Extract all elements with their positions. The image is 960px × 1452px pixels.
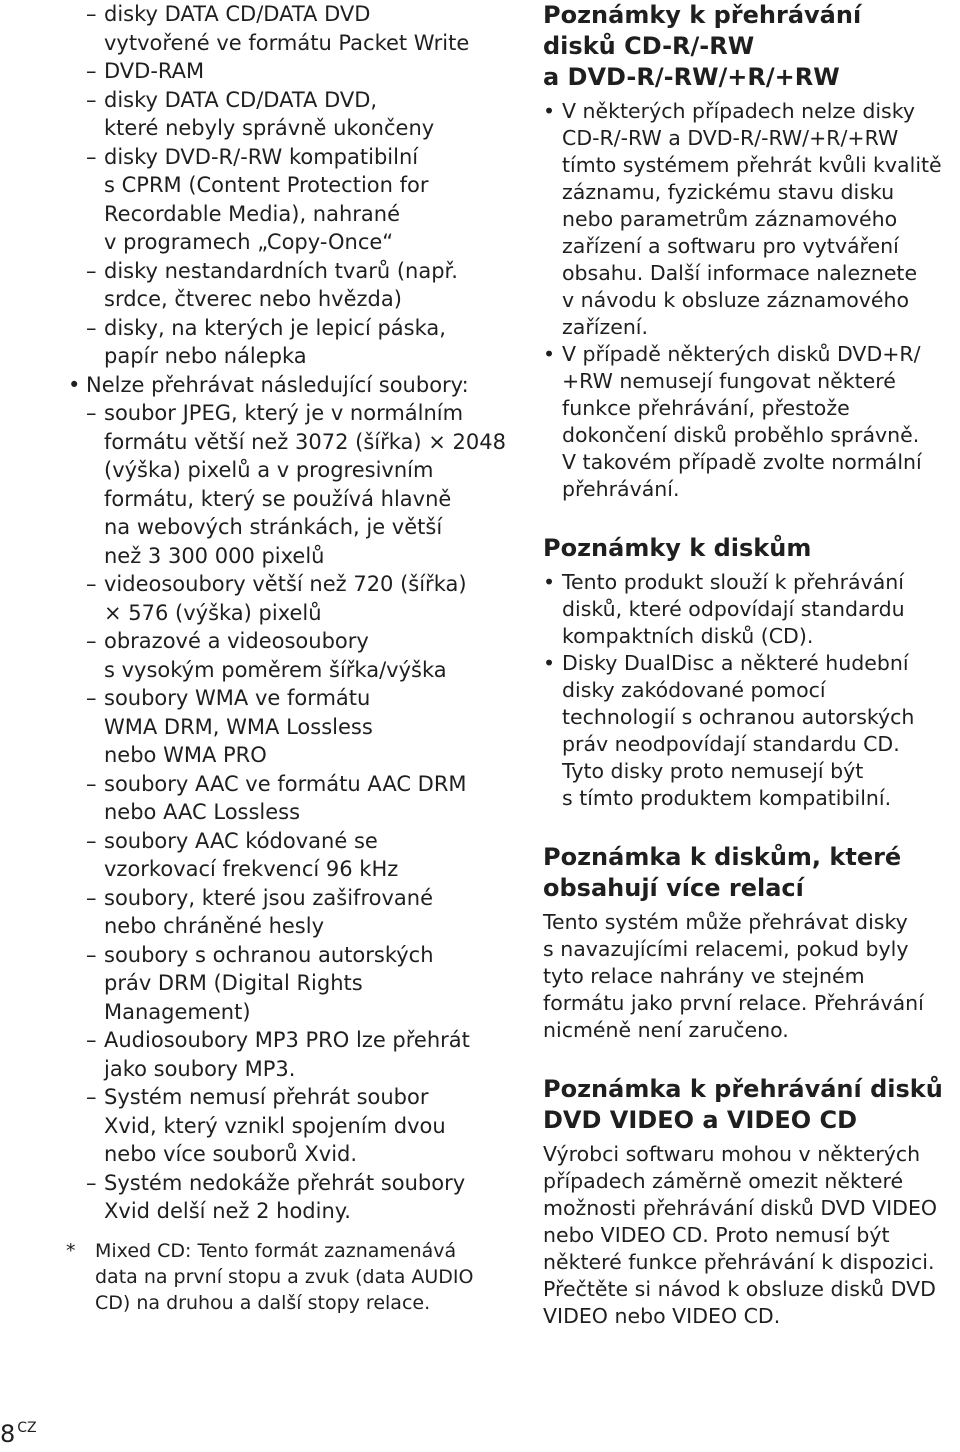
list-item-line: Systém nedokáže přehrát soubory (104, 1170, 466, 1195)
dash-list-item (86, 770, 506, 827)
paragraph-line: Tento systém může přehrávat disky (543, 910, 908, 934)
bullet-line: zařízení a softwaru pro vytváření (562, 234, 899, 258)
dash-list-item (86, 57, 506, 86)
list-item-line: Nelze přehrávat následující soubory: (86, 372, 469, 397)
list-item-line: obrazové a videosoubory (104, 629, 369, 653)
bullet-line: obsahu. Další informace naleznete (562, 261, 918, 285)
list-item-line: disky DATA CD/DATA DVD, (104, 87, 378, 112)
bullet-item (543, 650, 960, 812)
list-item-line: nebo chráněné hesly (104, 914, 325, 938)
page-number-suffix: CZ (17, 1420, 37, 1436)
dash-list-item (86, 570, 506, 627)
dash-marker: – (86, 942, 97, 967)
list-item-line: disky, na kterých je lepicí páska, (104, 315, 446, 340)
paragraph-line: Výrobci softwaru mohou v některých (543, 1142, 921, 1166)
bullet-line: +RW nemusejí fungovat některé (562, 369, 896, 393)
dash-marker: – (86, 686, 97, 710)
dash-list-item (86, 143, 506, 257)
footnote-line: CD) na druhou a další stopy relace. (95, 1292, 431, 1314)
heading-line: DVD VIDEO a VIDEO CD (543, 1106, 858, 1134)
dash-marker: – (86, 1085, 97, 1109)
bullet-line: technologií s ochranou autorských (562, 705, 915, 729)
list-item-line: disky nestandardních tvarů (např. (104, 258, 458, 283)
dash-list-item (86, 399, 506, 570)
bullet-line: Tyto disky proto nemusejí být (562, 759, 864, 783)
paragraph-line: VIDEO nebo VIDEO CD. (543, 1304, 781, 1328)
heading-line: Poznámky k diskům (543, 534, 812, 562)
footnote (66, 1238, 506, 1316)
list-item-line: formátu, který se používá hlavně (104, 486, 452, 511)
list-item-line: v programech „Copy-Once“ (104, 230, 394, 254)
bullet-marker: • (543, 651, 556, 675)
dash-marker: – (86, 315, 97, 340)
bullet-line: s tímto produktem kompatibilní. (562, 786, 892, 810)
section-heading (543, 533, 960, 564)
bullet-line: dokončení disků proběhlo správně. (562, 423, 920, 447)
left-list (68, 0, 506, 1226)
section-heading (543, 842, 960, 904)
bullet-line: práv neodpovídají standardu CD. (562, 732, 900, 756)
right-column (543, 0, 960, 1330)
dash-marker: – (86, 2, 97, 26)
section-paragraph (543, 1141, 960, 1330)
dash-list-item (86, 1026, 506, 1083)
list-item-line: na webových stránkách, je větší (104, 515, 443, 539)
list-item-line: vytvořené ve formátu Packet Write (104, 30, 470, 55)
bullet-line: zařízení. (562, 315, 649, 339)
bullet-line: funkce přehrávání, přestože (562, 396, 850, 420)
section (543, 1074, 960, 1330)
dash-marker: – (86, 629, 97, 653)
bullet-line: disky zakódované pomocí (562, 678, 826, 702)
dash-marker: – (86, 401, 97, 425)
paragraph-line: tyto relace nahrány ve stejném (543, 964, 865, 988)
dash-marker: – (86, 258, 97, 283)
paragraph-line: nebo VIDEO CD. Proto nemusí být (543, 1223, 890, 1247)
list-item-line: disky DATA CD/DATA DVD (104, 2, 371, 26)
dash-marker: – (86, 1170, 97, 1195)
page-number-value: 8 (0, 1420, 16, 1448)
dash-list-item (86, 627, 506, 684)
dash-marker: – (86, 572, 97, 596)
paragraph-line: s navazujícími relacemi, pokud byly (543, 937, 909, 961)
dash-marker: – (86, 59, 97, 83)
footnote-star: * (66, 1240, 76, 1262)
bullet-marker: • (543, 99, 556, 123)
list-item-line: nebo AAC Lossless (104, 800, 301, 824)
list-item-line: formátu větší než 3072 (šířka) × 2048 (104, 429, 506, 454)
dash-list-item (86, 941, 506, 1027)
bullet-item (543, 569, 960, 650)
dash-list-item (86, 314, 506, 371)
footnote-line: data na první stopu a zvuk (data AUDIO (95, 1266, 474, 1288)
dash-list-item (86, 684, 506, 770)
list-item-line: soubory AAC kódované se (104, 828, 378, 853)
list-item-line: soubory AAC ve formátu AAC DRM (104, 771, 467, 796)
bullet-line: v návodu k obsluze záznamového (562, 288, 910, 312)
bullet-line: disků, které odpovídají standardu (562, 597, 905, 621)
list-item-line: Xvid delší než 2 hodiny. (104, 1199, 351, 1223)
paragraph-line: Přečtěte si návod k obsluze disků DVD (543, 1277, 936, 1301)
list-item-line: jako soubory MP3. (104, 1056, 296, 1081)
list-item-line: papír nebo nálepka (104, 344, 307, 368)
list-item-line: Audiosoubory MP3 PRO lze přehrát (104, 1028, 470, 1052)
list-item-line: soubor JPEG, který je v normálním (104, 401, 464, 425)
list-item-line: Xvid, který vznikl spojením dvou (104, 1113, 446, 1138)
heading-line: a DVD-R/-RW/+R/+RW (543, 63, 840, 91)
list-item-line: soubory, které jsou zašifrované (104, 885, 433, 910)
section (543, 842, 960, 1044)
list-item-line: s vysokým poměrem šířka/výška (104, 657, 447, 682)
list-item-line: vzorkovací frekvencí 96 kHz (104, 857, 399, 881)
section-heading (543, 0, 960, 93)
bullet-line: Tento produkt slouží k přehrávání (562, 570, 904, 594)
paragraph-line: formátu jako první relace. Přehrávání (543, 991, 924, 1015)
bullet-line: Disky DualDisc a některé hudební (562, 651, 909, 675)
paragraph-line: případech záměrně omezit některé (543, 1169, 904, 1193)
heading-line: obsahují více relací (543, 874, 804, 902)
bullet-line: kompaktních disků (CD). (562, 624, 814, 648)
list-item-line: videosoubory větší než 720 (šířka) (104, 572, 467, 596)
bullet-line: záznamu, fyzickému stavu disku (562, 180, 895, 204)
dash-list-item (86, 1083, 506, 1169)
heading-line: Poznámky k přehrávání (543, 1, 862, 29)
bullet-item (68, 371, 506, 400)
bullet-marker: • (543, 342, 556, 366)
list-item-line: Systém nemusí přehrát soubor (104, 1085, 429, 1109)
section (543, 533, 960, 812)
dash-marker: – (86, 828, 97, 853)
dash-marker: – (86, 87, 97, 112)
list-item-line: soubory s ochranou autorských (104, 942, 434, 967)
bullet-line: V některých případech nelze disky (562, 99, 915, 123)
bullet-marker: • (543, 570, 556, 594)
list-item-line: než 3 300 000 pixelů (104, 543, 325, 568)
list-item-line: DVD-RAM (104, 59, 205, 83)
dash-marker: – (86, 144, 97, 169)
paragraph-line: některé funkce přehrávání k dispozici. (543, 1250, 935, 1274)
right-sections (543, 0, 960, 1330)
dash-list-item (86, 86, 506, 143)
list-item-line: práv DRM (Digital Rights (104, 971, 363, 995)
list-item-line: disky DVD-R/-RW kompatibilní (104, 144, 419, 169)
list-item-line: nebo WMA PRO (104, 743, 267, 767)
list-item-line: WMA DRM, WMA Lossless (104, 714, 373, 739)
footnote-text (95, 1238, 506, 1316)
left-column (68, 0, 506, 1226)
bullet-line: nebo parametrům záznamového (562, 207, 898, 231)
heading-line: Poznámka k přehrávání disků (543, 1075, 943, 1103)
page-number (0, 1420, 37, 1448)
list-item-line: s CPRM (Content Protection for (104, 173, 429, 197)
dash-marker: – (86, 885, 97, 910)
heading-line: Poznámka k diskům, které (543, 843, 902, 871)
list-item-line: nebo více souborů Xvid. (104, 1142, 358, 1166)
dash-marker: – (86, 771, 97, 796)
dash-list-item (86, 1169, 506, 1226)
list-item-line: soubory WMA ve formátu (104, 686, 371, 710)
paragraph-line: nicméně není zaručeno. (543, 1018, 789, 1042)
list-item-line: × 576 (výška) pixelů (104, 600, 322, 625)
bullet-marker: • (68, 372, 81, 397)
dash-list-item (86, 884, 506, 941)
dash-marker: – (86, 1028, 97, 1052)
list-item-line: které nebyly správně ukončeny (104, 116, 435, 140)
bullet-line: CD-R/-RW a DVD-R/-RW/+R/+RW (562, 126, 899, 150)
dash-list-item (86, 0, 506, 57)
list-item-line: Recordable Media), nahrané (104, 201, 401, 226)
section (543, 0, 960, 503)
list-item-line: (výška) pixelů a v progresivním (104, 458, 434, 482)
bullet-line: V takovém případě zvolte normální (562, 450, 922, 474)
list-item-line: srdce, čtverec nebo hvězda) (104, 287, 402, 311)
section-heading (543, 1074, 960, 1136)
list-item-line: Management) (104, 999, 251, 1024)
bullet-item (543, 341, 960, 503)
bullet-line: přehrávání. (562, 477, 680, 501)
heading-line: disků CD-R/-RW (543, 32, 755, 60)
bullet-item (543, 98, 960, 341)
bullet-line: tímto systémem přehrát kvůli kvalitě (562, 153, 942, 177)
paragraph-line: možnosti přehrávání disků DVD VIDEO (543, 1196, 938, 1220)
section-paragraph (543, 909, 960, 1044)
dash-list-item (86, 257, 506, 314)
footnote-line: Mixed CD: Tento formát zaznamenává (95, 1240, 457, 1262)
dash-list-item (86, 827, 506, 884)
bullet-line: V případě některých disků DVD+R/ (562, 342, 921, 366)
